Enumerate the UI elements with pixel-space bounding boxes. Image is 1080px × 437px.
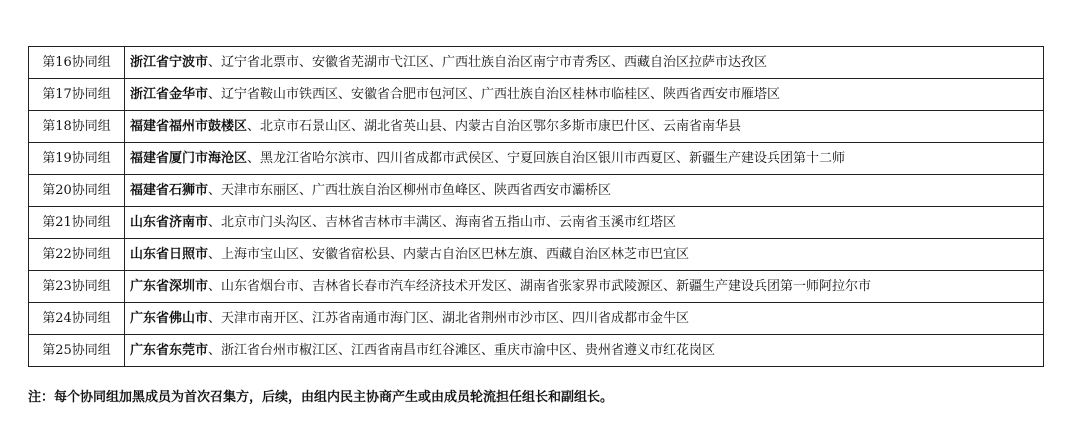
convener-member: 福建省厦门市海沧区 — [130, 150, 248, 166]
group-name-cell: 第22协同组 — [29, 239, 125, 271]
other-members: 、黑龙江省哈尔滨市、四川省成都市武侯区、宁夏回族自治区银川市西夏区、新疆生产建设兵团第十二师 — [247, 150, 846, 166]
group-name-cell: 第25协同组 — [29, 335, 125, 367]
table-row — [29, 175, 1044, 207]
members-cell — [125, 47, 1044, 79]
table-body — [29, 47, 1044, 367]
convener-member: 山东省济南市 — [130, 214, 209, 230]
group-name-cell: 第19协同组 — [29, 143, 125, 175]
other-members: 、北京市门头沟区、吉林省吉林市丰满区、海南省五指山市、云南省玉溪市红塔区 — [208, 214, 677, 230]
convener-member: 福建省石狮市 — [130, 182, 209, 198]
convener-member: 浙江省宁波市 — [130, 54, 209, 70]
members-cell — [125, 335, 1044, 367]
other-members: 、上海市宝山区、安徽省宿松县、内蒙古自治区巴林左旗、西藏自治区林芝市巴宜区 — [208, 246, 690, 262]
other-members: 、浙江省台州市椒江区、江西省南昌市红谷滩区、重庆市渝中区、贵州省遵义市红花岗区 — [208, 342, 716, 358]
members-cell — [125, 175, 1044, 207]
group-name-cell: 第17协同组 — [29, 79, 125, 111]
other-members: 、天津市东丽区、广西壮族自治区柳州市鱼峰区、陕西省西安市灞桥区 — [208, 182, 612, 198]
group-name-cell: 第23协同组 — [29, 271, 125, 303]
other-members: 、天津市南开区、江苏省南通市海门区、湖北省荆州市沙市区、四川省成都市金牛区 — [208, 310, 690, 326]
other-members: 、辽宁省北票市、安徽省芜湖市弋江区、广西壮族自治区南宁市青秀区、西藏自治区拉萨市达孜区 — [208, 54, 768, 70]
members-cell — [125, 303, 1044, 335]
convener-member: 广东省佛山市 — [130, 310, 209, 326]
table-row — [29, 239, 1044, 271]
group-name-cell: 第20协同组 — [29, 175, 125, 207]
members-cell — [125, 271, 1044, 303]
table-row — [29, 111, 1044, 143]
table-row — [29, 47, 1044, 79]
convener-member: 广东省深圳市 — [130, 278, 209, 294]
table-row — [29, 143, 1044, 175]
convener-member: 福建省福州市鼓楼区 — [130, 118, 248, 134]
other-members: 、山东省烟台市、吉林省长春市汽车经济技术开发区、湖南省张家界市武陵源区、新疆生产建设兵团第一师阿拉尔市 — [208, 278, 872, 294]
members-cell — [125, 79, 1044, 111]
members-cell — [125, 143, 1044, 175]
members-cell — [125, 207, 1044, 239]
other-members: 、北京市石景山区、湖北省英山县、内蒙古自治区鄂尔多斯市康巴什区、云南省南华县 — [247, 118, 742, 134]
table-row — [29, 207, 1044, 239]
footnote: 注：每个协同组加黑成员为首次召集方，后续，由组内民主协商产生或由成员轮流担任组长和副组长。 — [28, 390, 614, 405]
members-cell — [125, 239, 1044, 271]
table-row — [29, 271, 1044, 303]
collaboration-group-table — [28, 46, 1044, 367]
convener-member: 浙江省金华市 — [130, 86, 209, 102]
group-name-cell: 第21协同组 — [29, 207, 125, 239]
group-name-cell: 第18协同组 — [29, 111, 125, 143]
table-row — [29, 335, 1044, 367]
table-row — [29, 79, 1044, 111]
convener-member: 广东省东莞市 — [130, 342, 209, 358]
other-members: 、辽宁省鞍山市铁西区、安徽省合肥市包河区、广西壮族自治区桂林市临桂区、陕西省西安市雁塔区 — [208, 86, 781, 102]
convener-member: 山东省日照市 — [130, 246, 209, 262]
table-row — [29, 303, 1044, 335]
members-cell — [125, 111, 1044, 143]
group-name-cell: 第16协同组 — [29, 47, 125, 79]
group-name-cell: 第24协同组 — [29, 303, 125, 335]
